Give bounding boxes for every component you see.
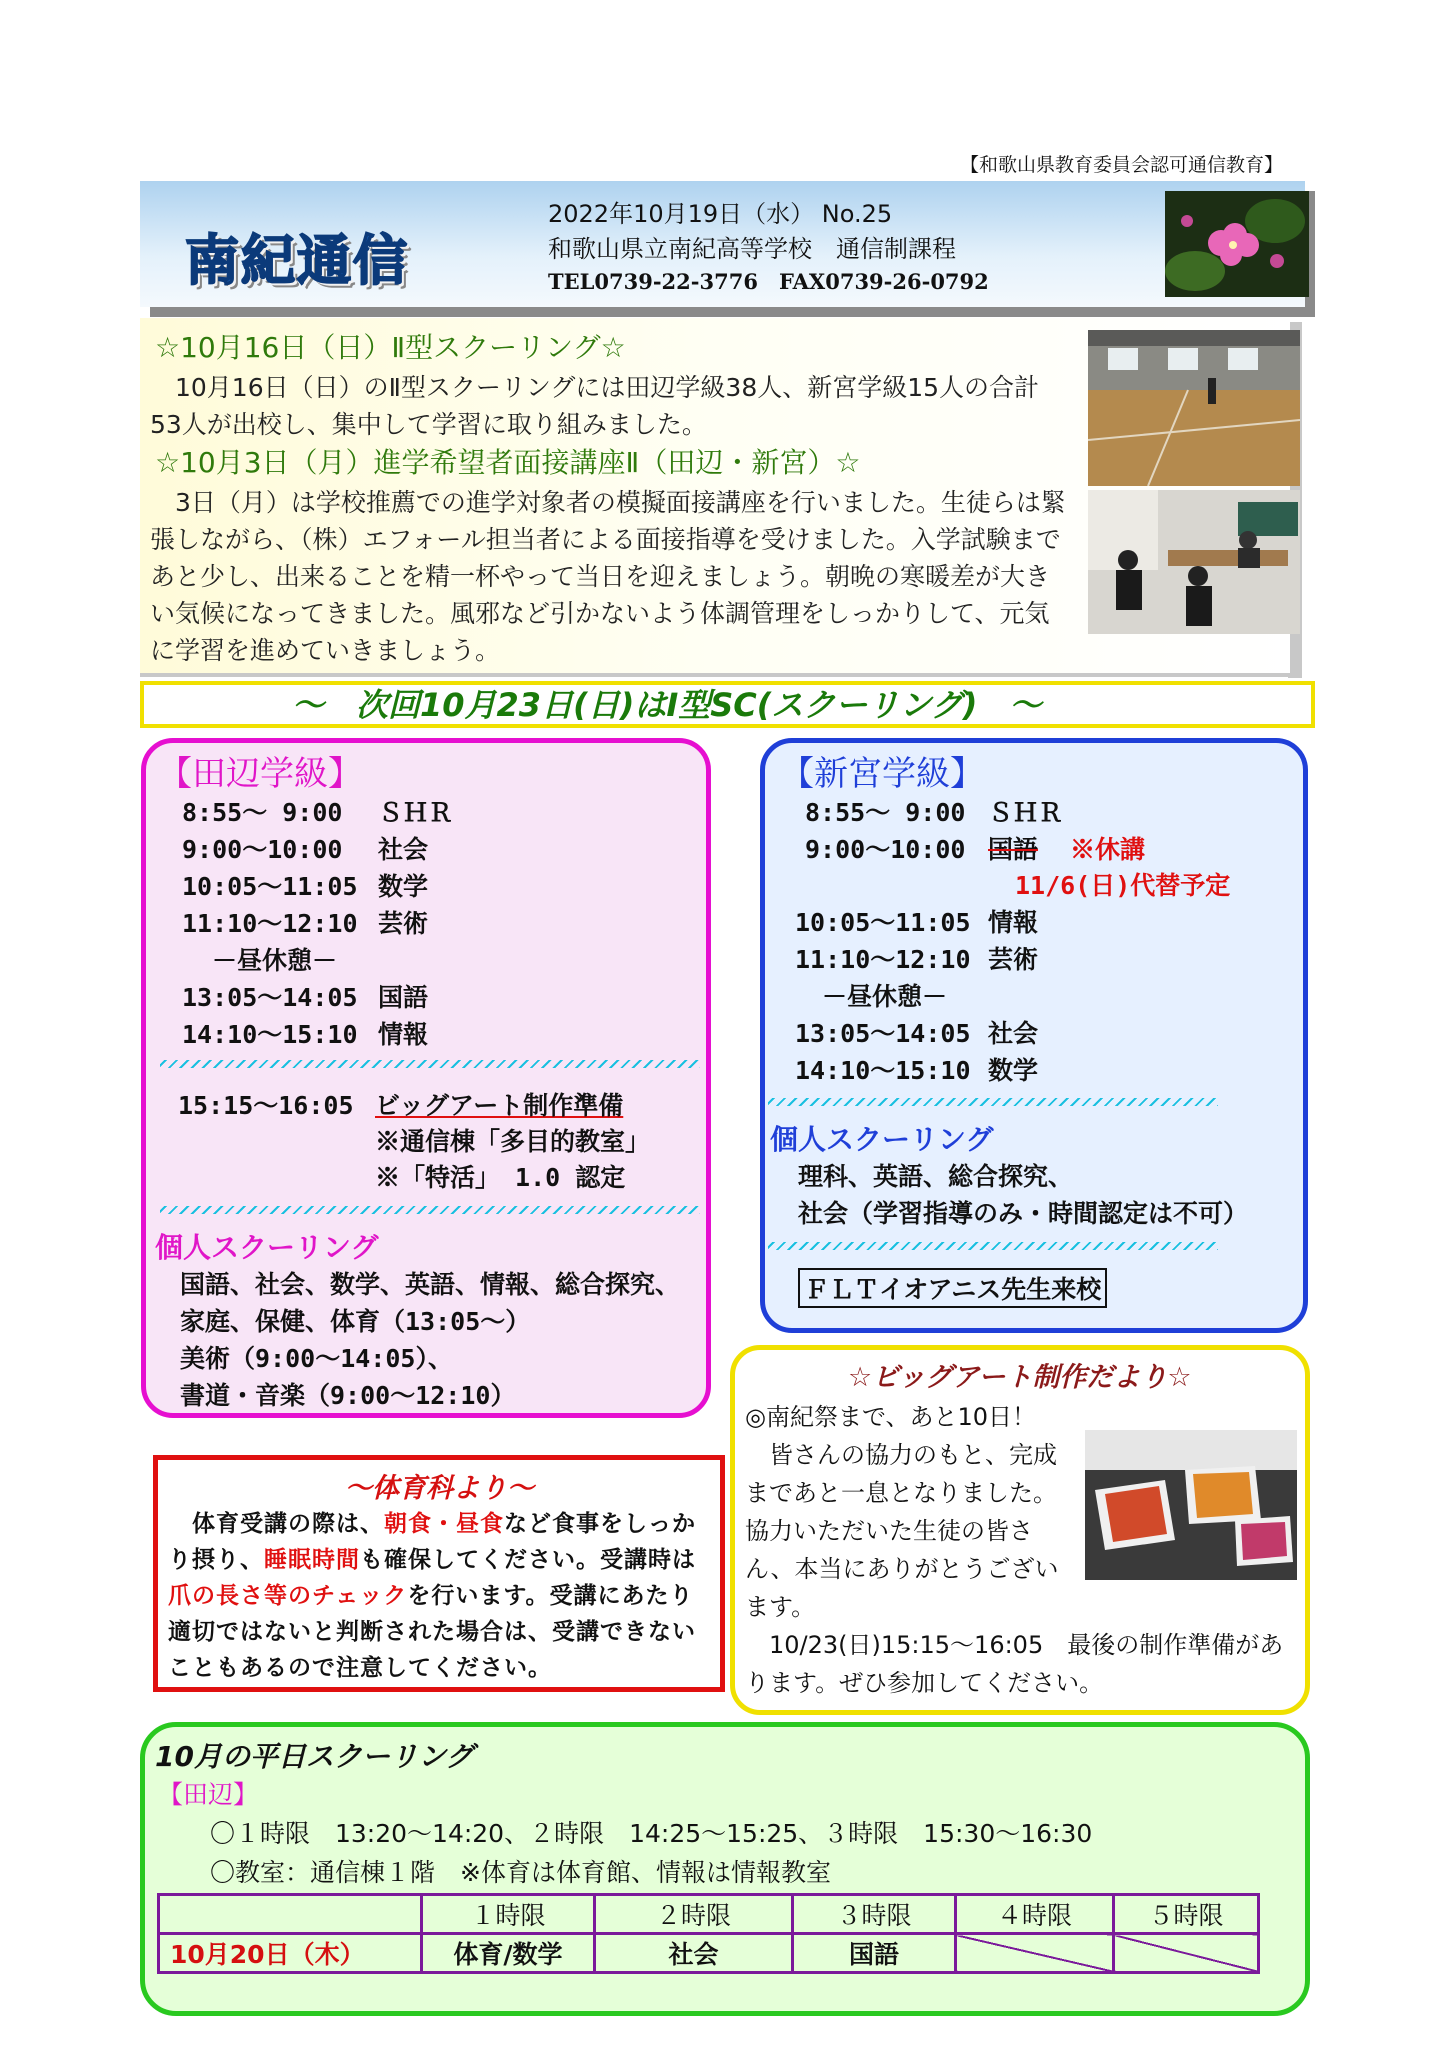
table-header-cell: ４時限 (956, 1895, 1114, 1934)
shingu-time: 13:05～14:05 (795, 1019, 971, 1048)
news-text-schooling: 10月16日（日）のⅡ型スクーリングには田辺学級38人、新宮学級15人の合計53人が出校し、集中して学習に取り組みました。 (150, 373, 1040, 439)
shingu-subject: 数学 (988, 1056, 1039, 1085)
next-schooling-text: ～ 次回10月23日(日)はⅠ型SC(スクーリング) ～ (292, 686, 1042, 724)
pe-text (168, 1506, 713, 1686)
tanabe-personal-list (180, 1266, 680, 1414)
tanabe-subject: ＳＨＲ (378, 798, 454, 827)
shingu-subject: 社会 (988, 1019, 1039, 1048)
wavy-divider (768, 1098, 1218, 1106)
shingu-time: 8:55～ 9:00 (805, 798, 966, 827)
pe-title: ～体育科より～ (345, 1473, 534, 1504)
shingu-personal-list (798, 1158, 1248, 1232)
pe-meals: 朝食・昼食 (384, 1511, 504, 1537)
shingu-cancel-time: 9:00～10:00 (805, 835, 966, 864)
tanabe-time: 14:10～15:10 (182, 1020, 358, 1049)
bigart-prep-credit: ※「特活」 1.0 認定 (375, 1163, 626, 1192)
bigart-photo (1085, 1430, 1297, 1580)
tanabe-subject: 国語 (378, 983, 429, 1012)
table-header-cell: ５時限 (1114, 1895, 1259, 1934)
personal-line: 美術（9:00～14:05）、 (180, 1344, 453, 1373)
issue-date: 2022年10月19日（水） No.25 (548, 200, 893, 228)
pe-text-part: など食事をしっかり摂り、 (168, 1511, 696, 1573)
newsletter-logo: 南紀通信 (185, 229, 409, 292)
bigart-prep-room: ※通信棟「多目的教室」 (375, 1127, 651, 1156)
weekday-title: 10月の平日スクーリング (155, 1740, 474, 1773)
news-title-interview: ☆10月3日（月）進学希望者面接講座Ⅱ（田辺・新宮）☆ (155, 446, 861, 479)
tanabe-subject: 情報 (378, 1020, 429, 1049)
shingu-time: 14:10～15:10 (795, 1056, 971, 1085)
next-schooling-banner (140, 681, 1315, 728)
flt-visit-note: ＦＬＴイオアニス先生来校 (798, 1268, 1107, 1308)
personal-line: 家庭、保健、体育（13:05～） (180, 1307, 531, 1336)
table-cell: 社会 (595, 1934, 793, 1973)
shingu-makeup-date: 11/6(日)代替予定 (1015, 871, 1231, 900)
pe-nail-check: 爪の長さ等のチェック (168, 1583, 408, 1609)
tanabe-time: 11:10～12:10 (182, 909, 358, 938)
shingu-cancel-note: ※休講 (1070, 835, 1146, 864)
table-cell-empty (956, 1934, 1114, 1973)
table-header-row (159, 1895, 1259, 1934)
shingu-lunch: －昼休憩－ (822, 982, 948, 1011)
personal-line: 理科、英語、総合探究、 (798, 1162, 1074, 1191)
news-title-schooling: ☆10月16日（日）Ⅱ型スクーリング☆ (155, 331, 626, 364)
table-row-date: 10月20日（木） (159, 1934, 422, 1973)
authority-note: 【和歌山県教育委員会認可通信教育】 (960, 154, 1284, 176)
table-row (159, 1934, 1259, 1973)
pe-sleep: 睡眠時間 (264, 1547, 360, 1573)
shingu-time: 11:10～12:10 (795, 945, 971, 974)
flower-photo (1165, 191, 1309, 297)
bigart-prep-time: 15:15～16:05 (178, 1091, 354, 1120)
tanabe-time: 8:55～ 9:00 (182, 798, 343, 827)
bigart-title: ☆ビッグアート制作だより☆ (848, 1362, 1192, 1393)
table-header-cell: １時限 (422, 1895, 595, 1934)
personal-line: 書道・音楽（9:00～12:10） (180, 1381, 516, 1410)
school-name: 和歌山県立南紀高等学校 通信制課程 (548, 235, 956, 263)
wavy-divider (160, 1060, 700, 1068)
shingu-subject: ＳＨＲ (988, 798, 1064, 827)
interview-photo (1088, 490, 1300, 634)
table-header-cell (159, 1895, 422, 1934)
shingu-subject: 情報 (988, 908, 1039, 937)
weekday-rooms: 〇教室：通信棟１階 ※体育は体育館、情報は情報教室 (210, 1858, 831, 1887)
tanabe-subject: 数学 (378, 872, 429, 901)
pe-text-part: も確保してください。受講時は (360, 1547, 696, 1573)
gym-photo (1088, 330, 1300, 486)
tanabe-subject: 芸術 (378, 909, 429, 938)
news-text-interview: 3日（月）は学校推薦での進学対象者の模擬面接講座を行いました。生徒らは緊張しながら、（株）エフォール担当者による面接指導を受けました。入学試験まであと少し、出来ることを精一杯やって当日を迎えましょう。朝晩の寒暖差が大きい気候になってきました。風邪など引かないよう体調管理をしっかりして、元気に学習を進めていきましょう。 (150, 488, 1066, 665)
tanabe-personal-title: 個人スクーリング (155, 1231, 379, 1264)
table-header-cell: ３時限 (793, 1895, 956, 1934)
shingu-subject: 芸術 (988, 945, 1039, 974)
weekday-schedule-table (157, 1893, 1260, 1974)
contact-numbers: TEL0739-22-3776 FAX0739-26-0792 (548, 269, 989, 294)
table-cell: 国語 (793, 1934, 956, 1973)
shingu-time: 10:05～11:05 (795, 908, 971, 937)
tanabe-lunch: －昼休憩－ (212, 946, 338, 975)
shingu-personal-title: 個人スクーリング (770, 1123, 994, 1156)
pe-text-part: 体育受講の際は、 (168, 1511, 384, 1537)
shingu-title: 【新宮学級】 (780, 754, 984, 794)
tanabe-time: 13:05～14:05 (182, 983, 358, 1012)
table-cell-empty (1114, 1934, 1259, 1973)
bigart-body: 皆さんの協力のもと、完成まであと一息となりました。協力いただいた生徒の皆さん、本当にありがとうございます。 (745, 1441, 1059, 1621)
weekday-campus: 【田辺】 (158, 1780, 259, 1809)
wavy-divider (160, 1206, 700, 1214)
table-cell: 体育/数学 (422, 1934, 595, 1973)
tanabe-time: 9:00～10:00 (182, 835, 343, 864)
bigart-final-session: 10/23(日)15:15～16:05 最後の制作準備があります。ぜひ参加してください。 (745, 1631, 1284, 1697)
shingu-cancel-subject: 国語 (988, 835, 1039, 864)
weekday-periods: 〇１時限 13:20～14:20、２時限 14:25～15:25、３時限 15:30～16:30 (210, 1819, 1093, 1848)
pe-text-part: を行います。受講にあたり適切ではないと判断された場合は、受講できないこともあるので注意してください。 (168, 1583, 696, 1681)
tanabe-subject: 社会 (378, 835, 429, 864)
table-header-cell: ２時限 (595, 1895, 793, 1934)
tanabe-title: 【田辺学級】 (158, 754, 362, 794)
wavy-divider (768, 1242, 1218, 1250)
bigart-countdown: ◎南紀祭まで、あと10日！ (745, 1403, 1036, 1431)
tanabe-time: 10:05～11:05 (182, 872, 358, 901)
personal-line: 国語、社会、数学、英語、情報、総合探究、 (180, 1270, 681, 1299)
bigart-prep-title: ビッグアート制作準備 (375, 1091, 624, 1120)
personal-line: 社会（学習指導のみ・時間認定は不可） (798, 1199, 1249, 1228)
